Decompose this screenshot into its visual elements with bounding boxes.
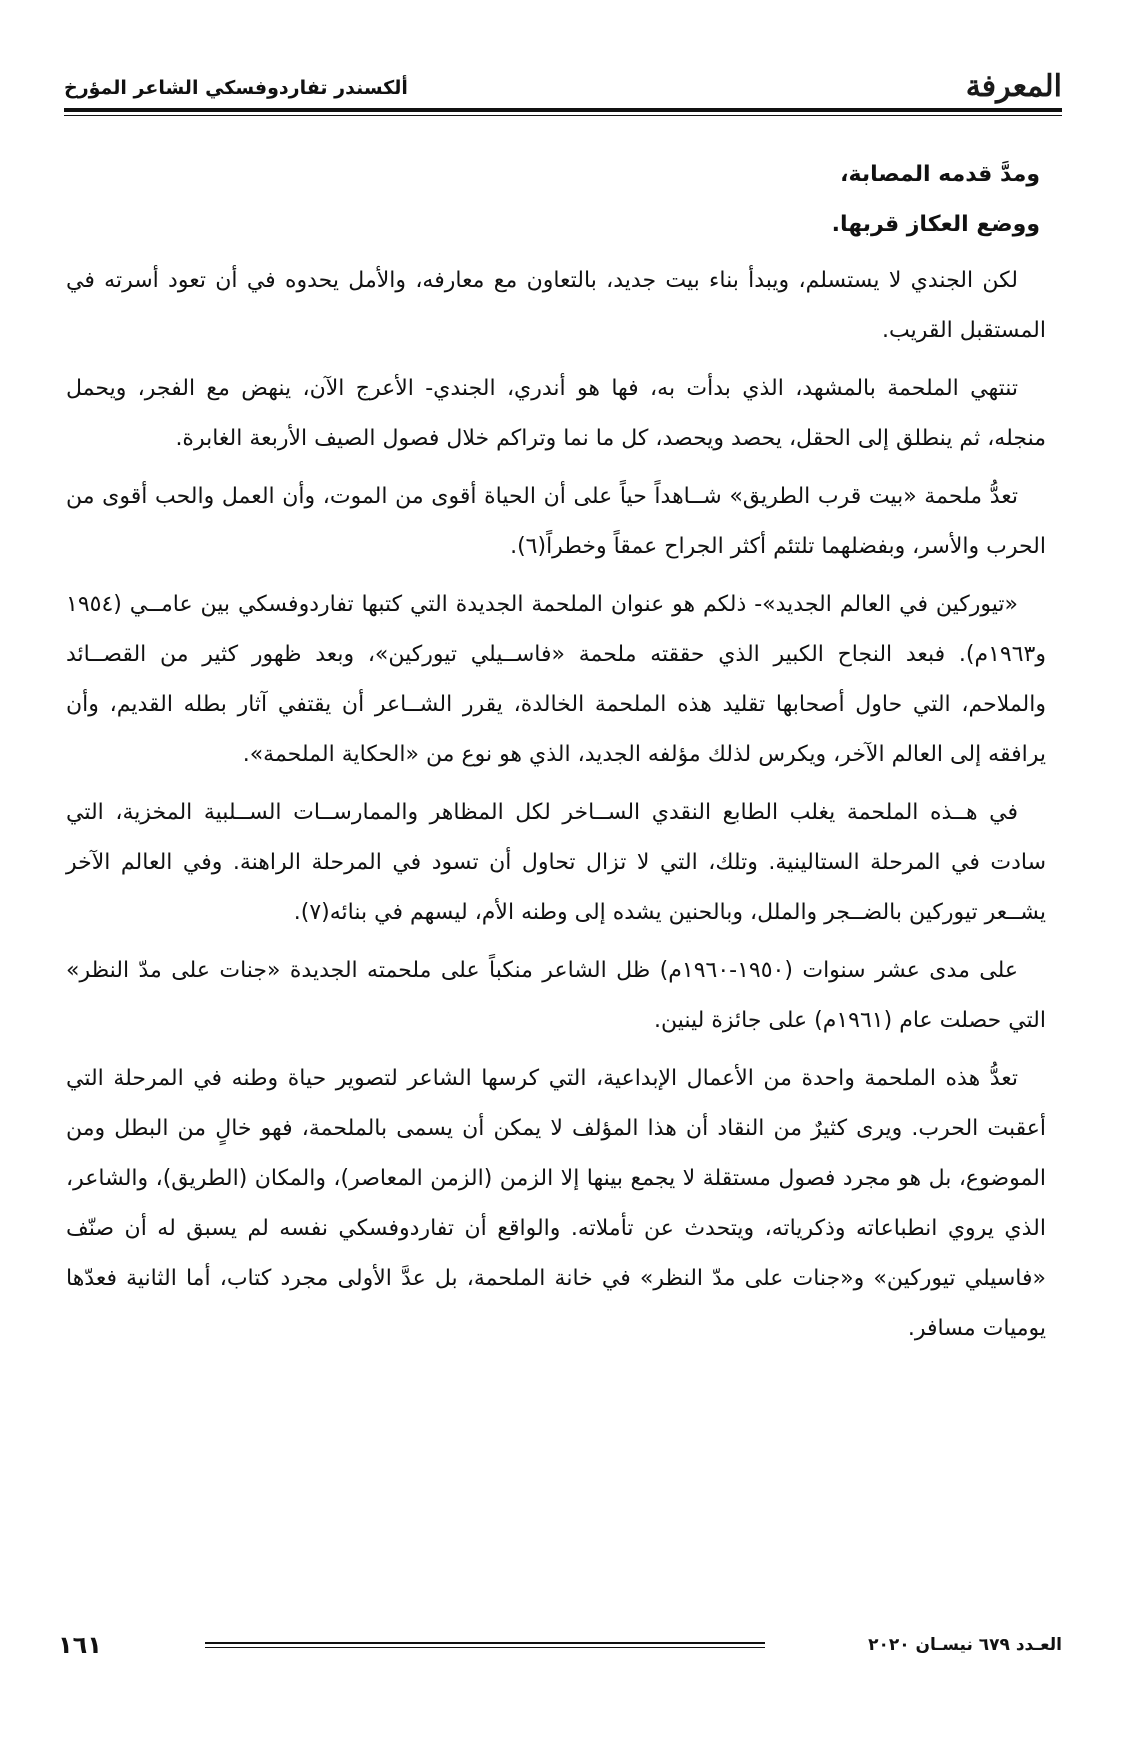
paragraph: لكن الجندي لا يستسلم، ويبدأ بناء بيت جديد، بالتعاون مع معارفه، والأمل يحدوه في أن تعود أسرته في المستقبل القريب. [66, 268, 1046, 343]
page-footer [58, 1630, 1062, 1660]
magazine-logo: المعرفة [965, 69, 1062, 104]
paragraph: في هــذه الملحمة يغلب الطابع النقدي الســاخر لكل المظاهر والممارســات الســلبية المخزية، التي سادت في المرحلة الستالينية. وتلك، التي لا تزال تحاول أن تسود في المرحلة الراهنة. وفي العالم الآخر يشــعر تيوركين بالضــجر والملل، وبالحنين يشده إلى وطنه الأم، ليسهم في بنائه(٧). [66, 800, 1046, 925]
issue-info: العـدد ٦٧٩ نيسـان ٢٠٢٠ [868, 1635, 1062, 1655]
header-divider-thin [64, 115, 1062, 116]
page-number: ١٦١ [58, 1631, 102, 1659]
page-header [64, 58, 1062, 102]
paragraph: «تيوركين في العالم الجديد»- ذلكم هو عنوان الملحمة الجديدة التي كتبها تفاردوفسكي بين عامــي (١٩٥٤ و١٩٦٣م). فبعد النجاح الكبير الذي حققته ملحمة «فاســيلي تيوركين»، وبعد ظهور كثير من القصــائد والملاحم، التي حاول أصحابها تقليد هذه الملحمة الخالدة، يقرر الشــاعر أن يقتفي آثار بطله القديم، وأن يرافقه إلى العالم الآخر، ويكرس لذلك مؤلفه الجديد، الذي هو نوع من «الحكاية الملحمة». [66, 592, 1046, 767]
verse-line: ومدَّ قدمه المصابة، [840, 162, 1040, 187]
header-divider [64, 108, 1062, 112]
paragraph: على مدى عشر سنوات (١٩٥٠-١٩٦٠م) ظل الشاعر منكباً على ملحمته الجديدة «جنات على مدّ النظر» التي حصلت عام (١٩٦١م) على جائزة لينين. [66, 958, 1046, 1033]
running-title: ألكسندر تفاردوفسكي الشاعر المؤرخ [64, 77, 408, 99]
verse-line: ووضع العكاز قربها. [831, 212, 1040, 237]
paragraph: تعدُّ هذه الملحمة واحدة من الأعمال الإبداعية، التي كرسها الشاعر لتصوير حياة وطنه في المرحلة التي أعقبت الحرب. ويرى كثيرٌ من النقاد أن هذا المؤلف لا يمكن أن يسمى بالملحمة، فهو خالٍ من البطل ومن الموضوع، بل هو مجرد فصول مستقلة لا يجمع بينها إلا الزمن (الزمن المعاصر)، والمكان (الطريق)، والشاعر، الذي يروي انطباعاته وذكرياته، ويتحدث عن تأملاته. والواقع أن تفاردوفسكي نفسه لم يسبق له أن صنّف «فاسيلي تيوركين» و«جنات على مدّ النظر» في خانة الملحمة، بل عدَّ الأولى مجرد كتاب، أما الثانية فعدّها يوميات مسافر. [66, 1066, 1046, 1341]
article-body [66, 150, 1046, 1354]
paragraph: تنتهي الملحمة بالمشهد، الذي بدأت به، فها هو أندري، الجندي- الأعرج الآن، ينهض مع الفجر، ويحمل منجله، ثم ينطلق إلى الحقل، يحصد ويحصد، كل ما نما وتراكم خلال فصول الصيف الأربعة الغابرة. [66, 376, 1046, 451]
paragraph: تعدُّ ملحمة «بيت قرب الطريق» شــاهداً حياً على أن الحياة أقوى من الموت، وأن العمل والحب أقوى من الحرب والأسر، وبفضلهما تلتئم أكثر الجراح عمقاً وخطراً(٦). [66, 484, 1046, 559]
footer-divider [205, 1642, 765, 1648]
